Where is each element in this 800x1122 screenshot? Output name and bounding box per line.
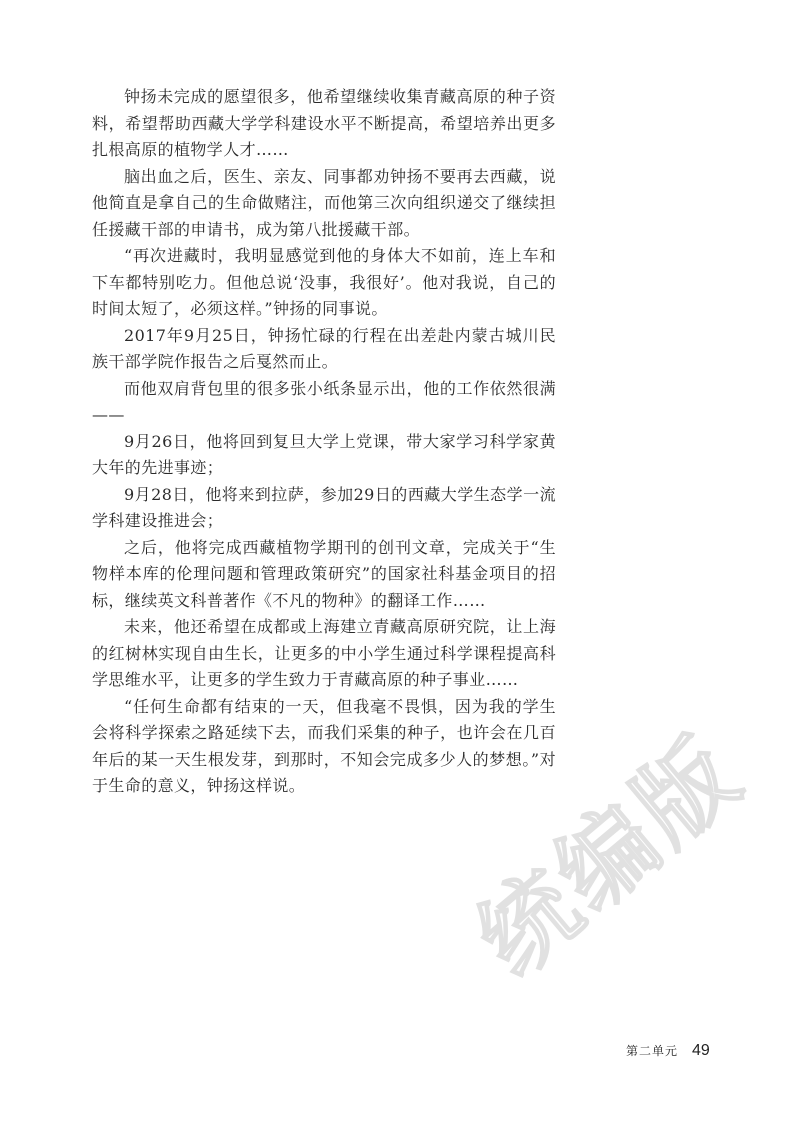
paragraph-6: 9月26日，他将回到复旦大学上党课，带大家学习科学家黄大年的先进事迹； [92,431,556,477]
page-number: 49 [692,1042,710,1059]
page-footer [626,1042,710,1060]
paragraph-8: 之后，他将完成西藏植物学期刊的创刊文章，完成关于“生物样本库的伦理问题和管理政策研究”的国家社科基金项目的招标，继续英文科普著作《不凡的物种》的翻译工作…… [92,537,556,610]
paragraph-9: 未来，他还希望在成都或上海建立青藏高原研究院，让上海的红树林实现自由生长，让更多的中小学生通过科学课程提高科学思维水平，让更多的学生致力于青藏高原的种子事业…… [92,617,556,689]
paragraph-7: 9月28日，他将来到拉萨，参加29日的西藏大学生态学一流学科建设推进会； [92,484,556,530]
paragraph-4: 2017年9月25日，钟扬忙碌的行程在出差赴内蒙古城川民族干部学院作报告之后戛然而止。 [92,325,556,371]
article-body [92,84,556,800]
paragraph-3: “再次进藏时，我明显感觉到他的身体大不如前，连上车和下车都特别吃力。但他总说‘没事，我很好’。他对我说，自己的时间太短了，必须这样。”钟扬的同事说。 [92,246,556,318]
paragraph-10: “任何生命都有结束的一天，但我毫不畏惧，因为我的学生会将科学探索之路延续下去，而我们采集的种子，也许会在几百年后的某一天生根发芽，到那时，不知会完成多少人的梦想。”对于生命的意义，钟扬这样说。 [92,696,556,795]
edition-watermark: 统编版 [456,714,764,998]
paragraph-2: 脑出血之后，医生、亲友、同事都劝钟扬不要再去西藏，说他简直是拿自己的生命做赌注，而他第三次向组织递交了继续担任援藏干部的申请书，成为第八批援藏干部。 [92,166,556,239]
paragraph-1: 钟扬未完成的愿望很多，他希望继续收集青藏高原的种子资料，希望帮助西藏大学学科建设水平不断提高，希望培养出更多扎根高原的植物学人才…… [92,87,556,159]
unit-label: 第二单元 [626,1044,679,1058]
paragraph-5: 而他双肩背包里的很多张小纸条显示出，他的工作依然很满—— [92,378,556,424]
